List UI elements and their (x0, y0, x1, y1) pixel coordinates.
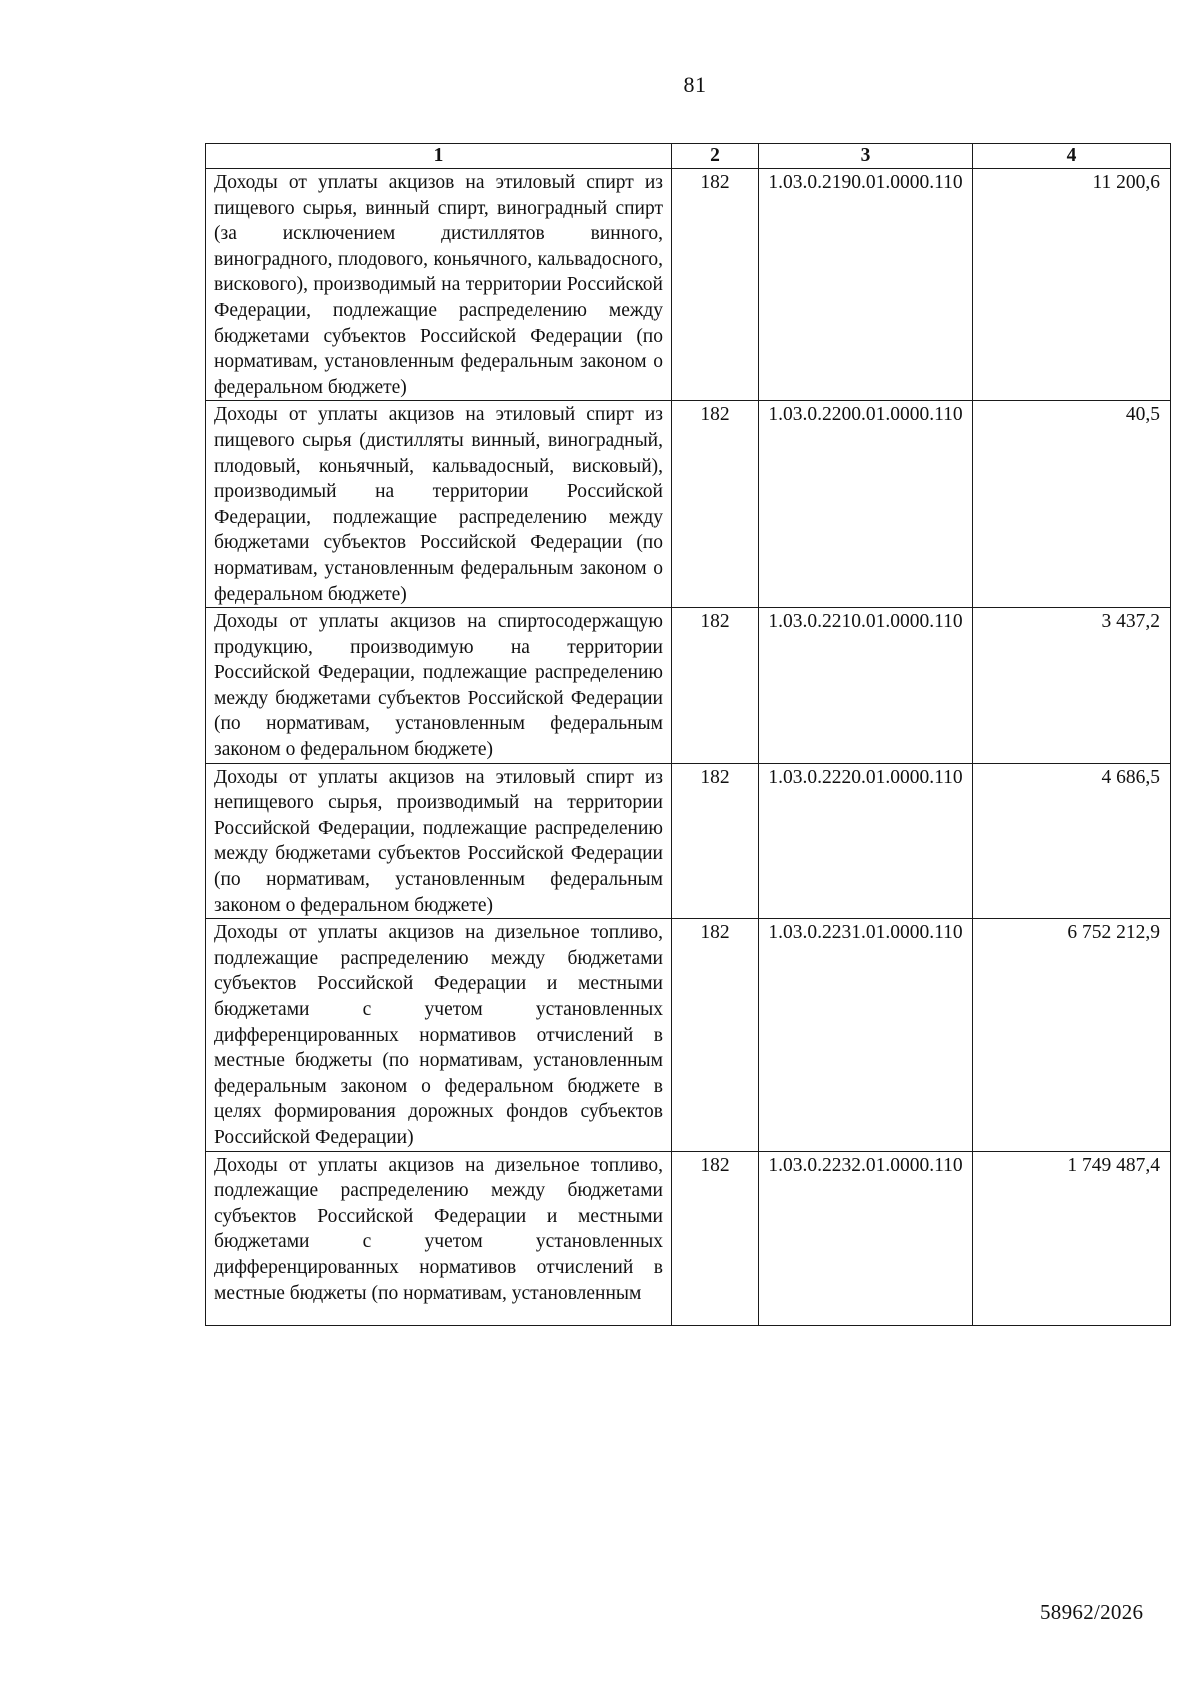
row-description: Доходы от уплаты акцизов на этиловый спирт из непищевого сырья, производимый на территории Российской Федерации, подлежащие распределению между бюджетами субъектов Российской Федерации (по нормативам, установленным федеральным законом о федеральном бюджете) (206, 763, 672, 919)
row-description: Доходы от уплаты акцизов на спиртосодержащую продукцию, производимую на территории Российской Федерации, подлежащие распределению между бюджетами субъектов Российской Федерации (по нормативам, установленным федеральным законом о федеральном бюджете) (206, 608, 672, 764)
row-admin-code: 182 (672, 608, 759, 764)
table-header (206, 144, 1171, 169)
row-amount: 1 749 487,4 (973, 1151, 1171, 1325)
table-body (206, 169, 1171, 1326)
table-row (206, 763, 1171, 919)
page-number: 81 (683, 72, 707, 97)
table-row (206, 401, 1171, 608)
row-amount: 11 200,6 (973, 169, 1171, 401)
row-classification-code: 1.03.0.2220.01.0000.110 (759, 763, 973, 919)
revenue-table (205, 143, 1171, 1326)
table-row (206, 169, 1171, 401)
column-header-4: 4 (973, 144, 1171, 169)
document-id: 58962/2026 (1040, 1600, 1144, 1624)
row-amount: 4 686,5 (973, 763, 1171, 919)
row-admin-code: 182 (672, 169, 759, 401)
table-row (206, 1151, 1171, 1325)
row-amount: 3 437,2 (973, 608, 1171, 764)
row-admin-code: 182 (672, 401, 759, 608)
row-description: Доходы от уплаты акцизов на этиловый спирт из пищевого сырья, винный спирт, виноградный спирт (за исключением дистиллятов винного, виноградного, плодового, коньячного, кальвадосного, вискового), производимый на территории Российской Федерации, подлежащие распределению между бюджетами субъектов Российской Федерации (по нормативам, установленным федеральным законом о федеральном бюджете) (206, 169, 672, 401)
table-row (206, 919, 1171, 1151)
row-amount: 6 752 212,9 (973, 919, 1171, 1151)
row-amount: 40,5 (973, 401, 1171, 608)
row-classification-code: 1.03.0.2232.01.0000.110 (759, 1151, 973, 1325)
column-header-1: 1 (206, 144, 672, 169)
row-description-text: Доходы от уплаты акцизов на дизельное топливо, подлежащие распределению между бюджетами субъектов Российской Федерации и местными бюджетами с учетом установленных дифференцированных нормативов отчислений в местные бюджеты (по нормативам, установленным (214, 1154, 663, 1304)
column-header-2: 2 (672, 144, 759, 169)
table-row (206, 608, 1171, 764)
row-description: Доходы от уплаты акцизов на этиловый спирт из пищевого сырья (дистилляты винный, виноградный, плодовый, коньячный, кальвадосный, висковый), производимый на территории Российской Федерации, подлежащие распределению между бюджетами субъектов Российской Федерации (по нормативам, установленным федеральным законом о федеральном бюджете) (206, 401, 672, 608)
row-classification-code: 1.03.0.2210.01.0000.110 (759, 608, 973, 764)
column-header-3: 3 (759, 144, 973, 169)
row-description: Доходы от уплаты акцизов на дизельное топливо, подлежащие распределению между бюджетами субъектов Российской Федерации и местными бюджетами с учетом установленных дифференцированных нормативов отчислений в местные бюджеты (по нормативам, установленным федеральным законом о федеральном бюджете в целях формирования дорожных фондов субъектов Российской Федерации) (206, 919, 672, 1151)
row-admin-code: 182 (672, 1151, 759, 1325)
header-row (206, 144, 1171, 169)
row-admin-code: 182 (672, 763, 759, 919)
row-description-continued (206, 1151, 672, 1325)
row-classification-code: 1.03.0.2231.01.0000.110 (759, 919, 973, 1151)
row-classification-code: 1.03.0.2190.01.0000.110 (759, 169, 973, 401)
row-admin-code: 182 (672, 919, 759, 1151)
row-classification-code: 1.03.0.2200.01.0000.110 (759, 401, 973, 608)
